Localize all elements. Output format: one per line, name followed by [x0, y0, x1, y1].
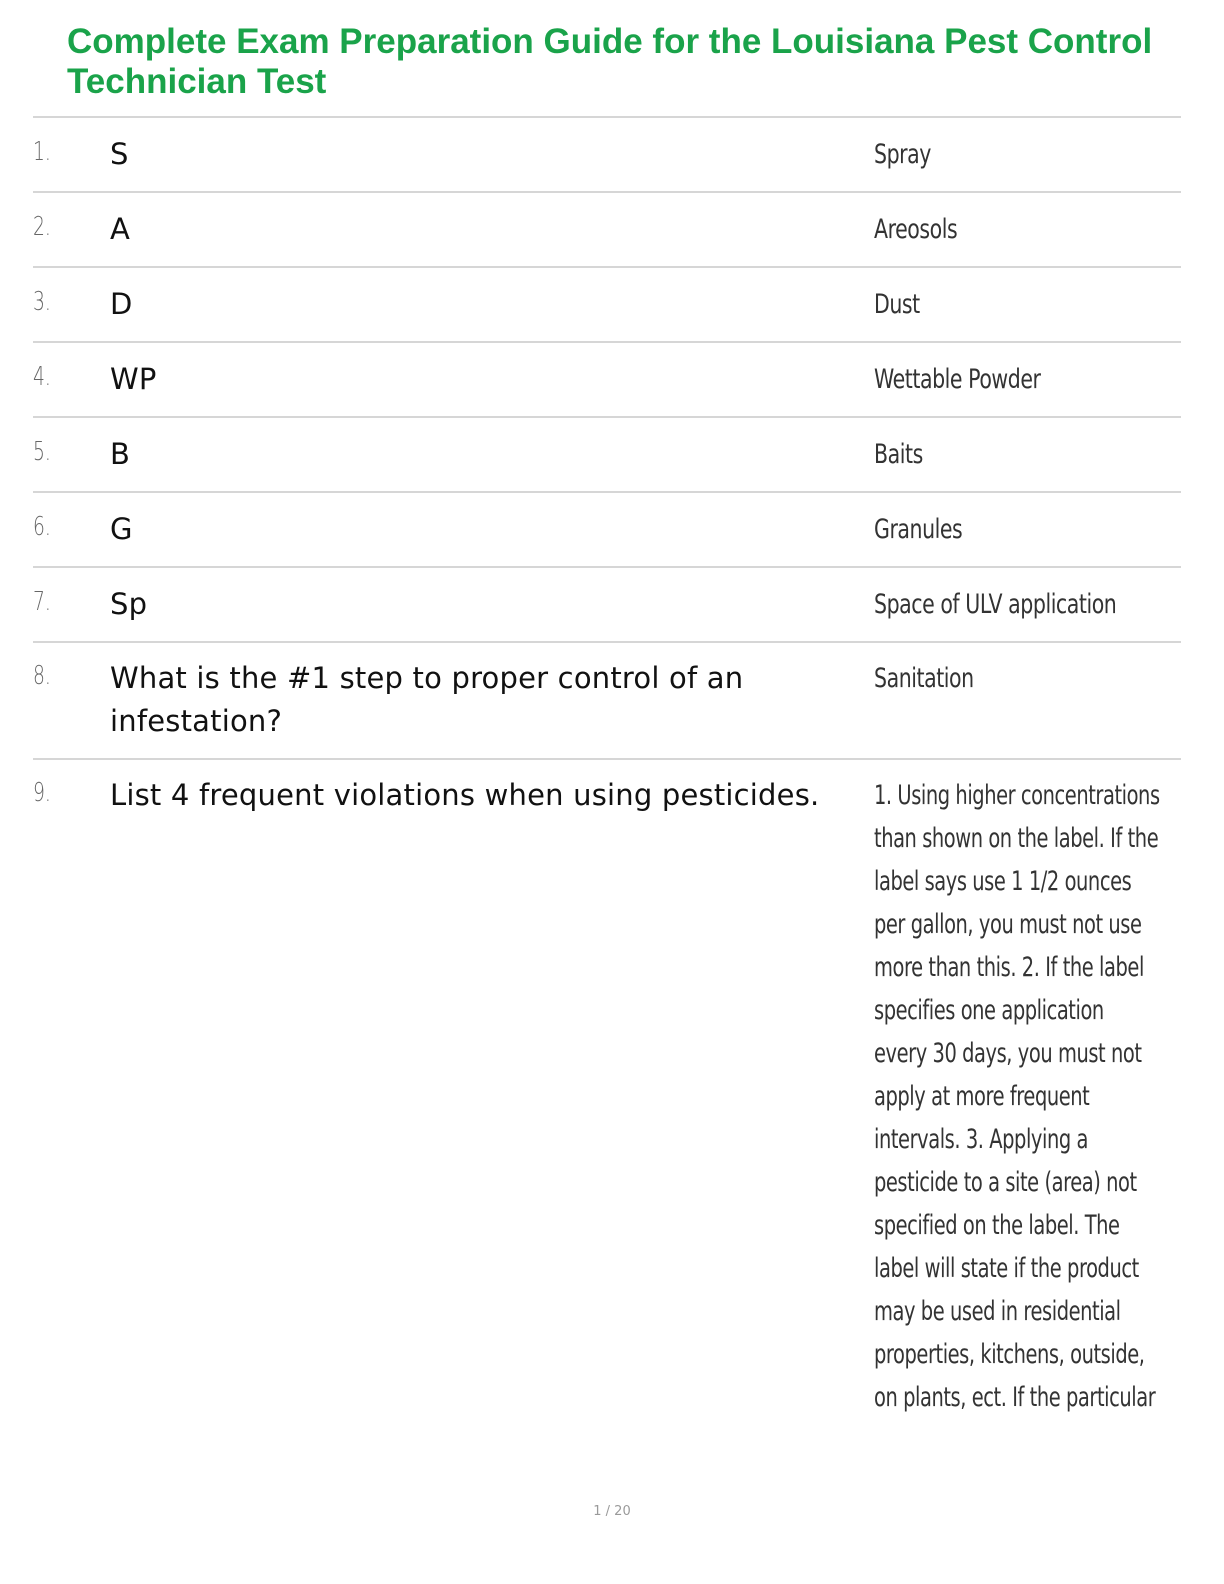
page-title: Complete Exam Preparation Guide for the Louisiana Pest Control Technician Test [67, 22, 1153, 101]
flashcard-row [33, 643, 1181, 760]
flashcard-list [33, 116, 1181, 1419]
flashcard-row [33, 343, 1181, 418]
item-number: 6. [33, 512, 51, 542]
flashcard-row [33, 118, 1181, 193]
page-number: 1 / 20 [593, 1504, 631, 1519]
item-number: 4. [33, 362, 51, 392]
item-number: 9. [33, 778, 51, 808]
definition: Wettable Powder [874, 364, 1041, 395]
definition: Spray [874, 139, 931, 170]
term: S [110, 137, 129, 171]
item-number: 2. [33, 212, 51, 242]
definition: 1. Using higher concentrations than shown on the label. If the label says use 1 1/2 ounces per gallon, you must not use more than this. 2. If the label specifies one application every 30 days, you must not apply at more frequent intervals. 3. Applying a pesticide to a site (area) not specified on the label. The label will state if the product may be used in residential properties, kitchens, outside, on plants, ect. If the particular [874, 780, 1160, 1413]
term: D [110, 287, 133, 321]
flashcard-row [33, 268, 1181, 343]
definition-cell [874, 358, 1164, 401]
definition: Areosols [874, 214, 958, 245]
flashcard-row [33, 193, 1181, 268]
definition: Baits [874, 439, 923, 470]
item-number: 8. [33, 661, 51, 691]
term: G [110, 512, 133, 546]
term: Sp [110, 587, 148, 621]
term: WP [110, 362, 157, 396]
definition-cell [874, 433, 1164, 476]
definition-cell [874, 283, 1164, 326]
term: A [110, 212, 131, 246]
flashcard-row [33, 760, 1181, 1419]
flashcard-row [33, 418, 1181, 493]
definition-cell [874, 508, 1164, 551]
item-number: 7. [33, 587, 51, 617]
definition-cell [874, 583, 1164, 626]
term: B [110, 437, 131, 471]
item-number: 3. [33, 287, 51, 317]
definition-cell [874, 657, 1164, 700]
item-number: 1. [33, 137, 51, 167]
definition-cell [874, 774, 1164, 1419]
item-number: 5. [33, 437, 51, 467]
definition: Sanitation [874, 663, 974, 694]
flashcard-row [33, 493, 1181, 568]
term: List 4 frequent violations when using pesticides. [110, 778, 820, 812]
term: What is the #1 step to proper control of an infestation? [110, 661, 744, 738]
definition: Space of ULV application [874, 589, 1117, 620]
flashcard-row [33, 568, 1181, 643]
definition-cell [874, 208, 1164, 251]
definition: Dust [874, 289, 920, 320]
definition: Granules [874, 514, 963, 545]
definition-cell [874, 133, 1164, 176]
